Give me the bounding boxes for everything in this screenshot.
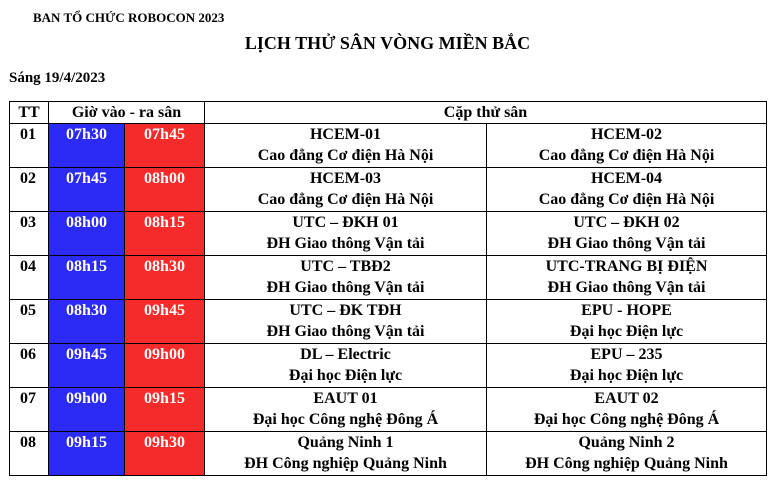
time-in: 08h00 [49,212,125,256]
team-b-name: UTC – ĐKH 02 [573,214,680,231]
team-b-cell [487,300,767,344]
team-b-name: Quảng Ninh 2 [578,434,675,451]
team-b-school: ĐH Giao thông Vận tải [547,279,706,296]
team-a-name: UTC – ĐKH 01 [292,214,399,231]
time-in: 09h15 [49,432,125,476]
time-out: 09h15 [125,388,205,432]
table-row [10,344,767,388]
session-date: Sáng 19/4/2023 [9,70,106,86]
page-title: LỊCH THỬ SÂN VÒNG MIỀN BẮC [244,33,531,53]
table-row [10,432,767,476]
row-number: 02 [10,168,49,212]
team-b-school: Đại học Điện lực [569,323,684,340]
team-b-school: Cao đẳng Cơ điện Hà Nội [538,191,715,208]
time-out: 09h30 [125,432,205,476]
team-b-name: HCEM-04 [590,170,663,187]
time-in: 09h00 [49,388,125,432]
team-b-name: EAUT 02 [594,390,659,407]
team-a-school: ĐH Công nghiệp Quảng Ninh [244,455,447,472]
team-b-name: EPU - HOPE [581,302,672,319]
column-header-time: Giờ vào - ra sân [49,102,205,124]
team-a-name: UTC – ĐK TĐH [289,302,402,319]
row-number: 06 [10,344,49,388]
team-a-name: Quảng Ninh 1 [297,434,394,451]
team-b-name: UTC-TRANG BỊ ĐIỆN [545,258,708,275]
team-b-cell [487,212,767,256]
team-a-school: ĐH Giao thông Vận tải [266,279,425,296]
time-in: 09h45 [49,344,125,388]
row-number: 01 [10,124,49,168]
team-b-cell [487,388,767,432]
team-a-school: Cao đẳng Cơ điện Hà Nội [257,147,434,164]
time-out: 09h00 [125,344,205,388]
team-a-cell [205,212,487,256]
table-row [10,256,767,300]
time-out: 07h45 [125,124,205,168]
table-header-row [10,102,767,124]
table-row [10,388,767,432]
row-number: 08 [10,432,49,476]
organizer-heading: BAN TỔ CHỨC ROBOCON 2023 [33,10,225,25]
team-a-school: ĐH Giao thông Vận tải [266,323,425,340]
column-header-tt: TT [10,102,49,124]
team-b-cell [487,124,767,168]
team-b-school: Đại học Điện lực [569,367,684,384]
schedule-rows [10,124,767,476]
team-a-name: DL – Electric [300,346,391,363]
team-a-cell [205,432,487,476]
team-b-school: Đại học Công nghệ Đông Á [533,411,720,428]
team-a-cell [205,388,487,432]
team-a-school: Đại học Công nghệ Đông Á [252,411,439,428]
time-out: 09h45 [125,300,205,344]
row-number: 04 [10,256,49,300]
team-b-cell [487,432,767,476]
team-a-name: UTC – TBĐ2 [300,258,391,275]
team-a-cell [205,344,487,388]
team-b-school: ĐH Công nghiệp Quảng Ninh [525,455,728,472]
column-header-pair: Cặp thử sân [205,102,767,124]
team-a-cell [205,256,487,300]
table-row [10,212,767,256]
time-out: 08h15 [125,212,205,256]
team-b-cell [487,344,767,388]
time-in: 07h30 [49,124,125,168]
team-b-school: ĐH Giao thông Vận tải [547,235,706,252]
time-in: 08h30 [49,300,125,344]
team-a-cell [205,300,487,344]
row-number: 07 [10,388,49,432]
team-b-cell [487,256,767,300]
time-out: 08h00 [125,168,205,212]
team-b-name: HCEM-02 [590,126,663,143]
team-a-name: EAUT 01 [313,390,378,407]
table-row [10,300,767,344]
team-a-name: HCEM-03 [309,170,382,187]
team-b-cell [487,168,767,212]
schedule-table [9,101,767,476]
row-number: 05 [10,300,49,344]
team-a-school: Cao đẳng Cơ điện Hà Nội [257,191,434,208]
table-row [10,168,767,212]
team-a-name: HCEM-01 [309,126,382,143]
team-a-cell [205,168,487,212]
table-row [10,124,767,168]
team-a-cell [205,124,487,168]
team-a-school: ĐH Giao thông Vận tải [266,235,425,252]
time-out: 08h30 [125,256,205,300]
team-b-name: EPU – 235 [590,346,663,363]
team-a-school: Đại học Điện lực [288,367,403,384]
row-number: 03 [10,212,49,256]
time-in: 08h15 [49,256,125,300]
team-b-school: Cao đẳng Cơ điện Hà Nội [538,147,715,164]
time-in: 07h45 [49,168,125,212]
